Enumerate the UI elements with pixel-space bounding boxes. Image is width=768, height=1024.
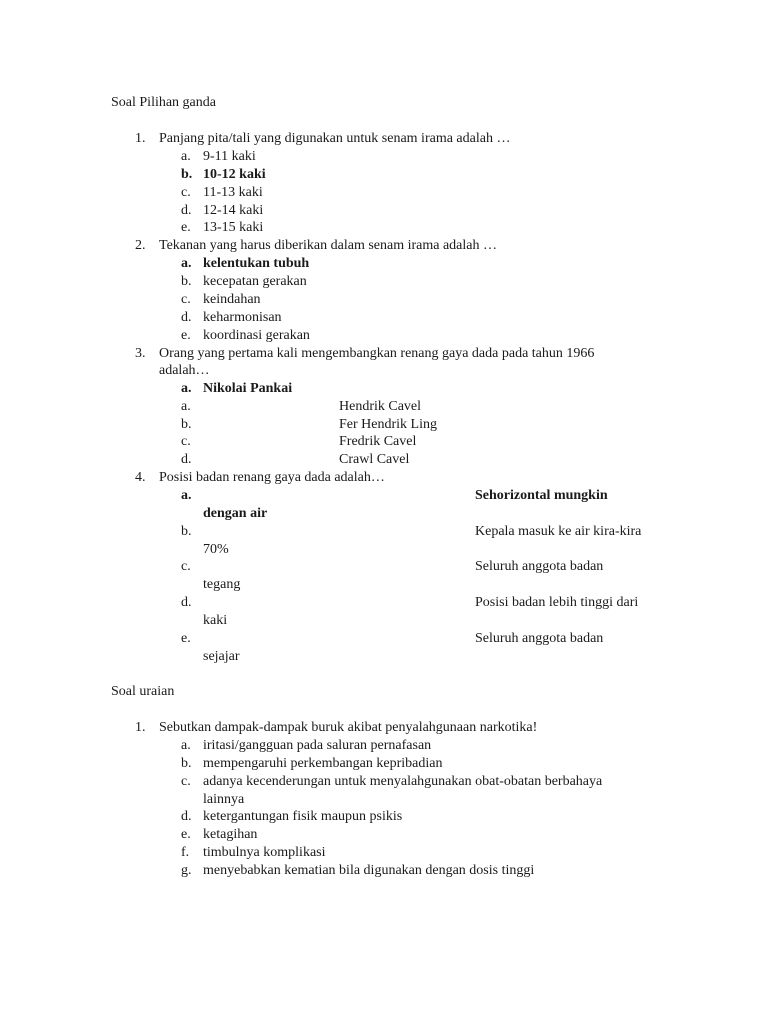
option-text: 12-14 kaki: [203, 203, 264, 218]
option-text: keindahan: [203, 292, 261, 307]
answer-text: menyebabkan kematian bila digunakan dengan dosis tinggi: [203, 863, 535, 878]
option-text: Seluruh anggota badan: [475, 559, 604, 574]
answer-letter: e.: [181, 827, 191, 842]
option-text: Fredrik Cavel: [339, 434, 417, 449]
option-text: 11-13 kaki: [203, 185, 263, 200]
option-text-wrap: sejajar: [203, 649, 240, 664]
option-text: Hendrik Cavel: [339, 399, 422, 414]
option-text-wrap: dengan air: [203, 506, 268, 521]
answer-text-wrap: lainnya: [203, 792, 245, 807]
option-letter: d.: [181, 595, 192, 610]
option-letter: d.: [181, 310, 192, 325]
answer-text: iritasi/gangguan pada saluran pernafasan: [203, 738, 432, 753]
option-letter: a.: [181, 149, 191, 164]
answer-letter: a.: [181, 738, 191, 753]
option-text-wrap: tegang: [203, 577, 241, 592]
question-number: 1.: [135, 131, 146, 146]
option-letter: e.: [181, 220, 191, 235]
answer-text: mempengaruhi perkembangan kepribadian: [203, 756, 443, 771]
question-number: 3.: [135, 346, 146, 361]
option-text: keharmonisan: [203, 310, 282, 325]
option-text: Posisi badan lebih tinggi dari: [475, 595, 639, 610]
option-text: Fer Hendrik Ling: [339, 417, 437, 432]
option-letter: c.: [181, 434, 191, 449]
option-letter: d.: [181, 452, 192, 467]
option-text: 9-11 kaki: [203, 149, 256, 164]
answer-letter: g.: [181, 863, 192, 878]
option-text: Seluruh anggota badan: [475, 631, 604, 646]
option-text-wrap: kaki: [203, 613, 228, 628]
option-letter: a.: [181, 381, 192, 396]
answer-letter: b.: [181, 756, 192, 771]
option-letter: b.: [181, 167, 193, 182]
option-text: kecepatan gerakan: [203, 274, 307, 289]
answer-text: adanya kecenderungan untuk menyalahgunakan obat-obatan berbahaya: [203, 774, 603, 789]
option-letter: e.: [181, 328, 191, 343]
option-text-answer: kelentukan tubuh: [203, 256, 310, 271]
option-text: 13-15 kaki: [203, 220, 264, 235]
answer-text: ketagihan: [203, 827, 258, 842]
option-text-answer: Sehorizontal mungkin: [475, 488, 608, 503]
question-text: Sebutkan dampak-dampak buruk akibat penyalahgunaan narkotika!: [159, 720, 538, 735]
section-title-multiple-choice: Soal Pilihan ganda: [111, 95, 216, 110]
answer-text: timbulnya komplikasi: [203, 845, 326, 860]
option-text: Kepala masuk ke air kira-kira: [475, 524, 642, 539]
option-text-answer: Nikolai Pankai: [203, 381, 293, 396]
answer-letter: d.: [181, 809, 192, 824]
answer-letter: c.: [181, 774, 191, 789]
option-letter: c.: [181, 559, 191, 574]
question-number: 2.: [135, 238, 146, 253]
question-text: Tekanan yang harus diberikan dalam senam irama adalah …: [159, 238, 497, 253]
answer-letter: f.: [181, 845, 190, 860]
question-text: Posisi badan renang gaya dada adalah…: [159, 470, 385, 485]
option-text-answer: 10-12 kaki: [203, 167, 266, 182]
option-letter: a.: [181, 256, 192, 271]
option-text: koordinasi gerakan: [203, 328, 310, 343]
question-text-continued: adalah…: [159, 363, 210, 378]
option-letter: b.: [181, 417, 192, 432]
question-text: Orang yang pertama kali mengembangkan renang gaya dada pada tahun 1966: [159, 346, 595, 361]
option-letter: d.: [181, 203, 192, 218]
option-text-wrap: 70%: [203, 542, 229, 557]
question-number: 1.: [135, 720, 146, 735]
option-letter: c.: [181, 185, 191, 200]
option-letter: b.: [181, 524, 192, 539]
section-title-essay: Soal uraian: [111, 684, 175, 699]
answer-text: ketergantungan fisik maupun psikis: [203, 809, 403, 824]
option-letter: a.: [181, 399, 191, 414]
question-text: Panjang pita/tali yang digunakan untuk senam irama adalah …: [159, 131, 511, 146]
option-letter: e.: [181, 631, 191, 646]
option-letter: a.: [181, 488, 192, 503]
option-letter: c.: [181, 292, 191, 307]
option-letter: b.: [181, 274, 192, 289]
question-number: 4.: [135, 470, 146, 485]
option-text: Crawl Cavel: [339, 452, 410, 467]
